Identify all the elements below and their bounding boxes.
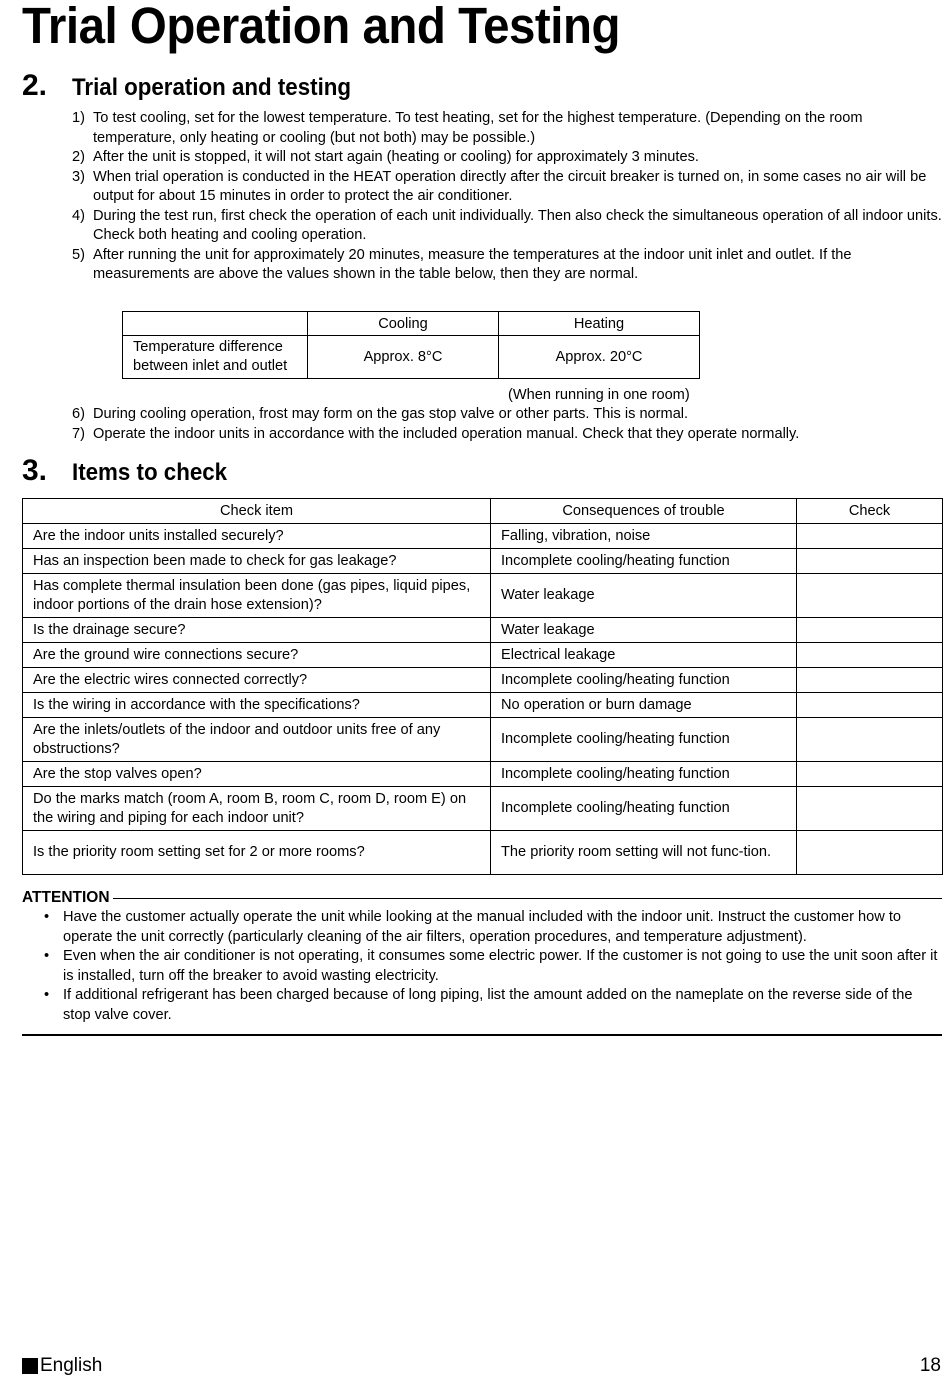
attention-list bbox=[22, 908, 942, 1025]
check-item-cell: Is the wiring in accordance with the specifications? bbox=[23, 693, 491, 718]
trial-step bbox=[72, 109, 942, 148]
section-2-heading bbox=[22, 71, 372, 106]
table-row bbox=[23, 762, 943, 787]
consequence-cell: No operation or burn damage bbox=[491, 693, 797, 718]
step-text: When trial operation is conducted in the HEAT operation directly after the circuit breaker is turned on, in some cases no air will be output for about 15 minutes in order to protect the air conditioner. bbox=[93, 168, 927, 204]
step-number: 6) bbox=[72, 406, 85, 422]
table-row bbox=[23, 549, 943, 574]
consequence-cell: The priority room setting will not func-tion. bbox=[491, 831, 797, 875]
table-row bbox=[23, 693, 943, 718]
attention-bullet bbox=[44, 986, 942, 1025]
table-row bbox=[23, 618, 943, 643]
step-text: Operate the indoor units in accordance with the included operation manual. Check that they operate normally. bbox=[93, 425, 800, 442]
section-3-title: Items to check bbox=[72, 459, 228, 486]
table-row bbox=[23, 574, 943, 618]
trial-step bbox=[72, 425, 942, 445]
page-number: 18 bbox=[919, 1355, 941, 1376]
temp-table-header-cooling: Cooling bbox=[308, 312, 499, 336]
step-number: 4) bbox=[72, 207, 85, 224]
bullet-text: Even when the air conditioner is not operating, it consumes some electric power. If the customer is not going to use the unit soon after it is installed, turn off the breaker to avoid wasting electricity. bbox=[63, 948, 938, 984]
attention-title: ATTENTION bbox=[22, 889, 110, 906]
check-cell[interactable] bbox=[797, 574, 943, 618]
table-row bbox=[23, 643, 943, 668]
consequence-cell: Water leakage bbox=[491, 618, 797, 643]
table-row bbox=[23, 787, 943, 831]
check-item-cell: Are the electric wires connected correctly? bbox=[23, 668, 491, 693]
table-row bbox=[23, 831, 943, 875]
step-text: After running the unit for approximately 20 minutes, measure the temperatures at the indoor unit inlet and outlet. If the measurements are above the values shown in the table below, then they are normal. bbox=[93, 246, 852, 282]
section-2-number: 2. bbox=[22, 69, 48, 102]
temp-table-heating-value: Approx. 20°C bbox=[499, 336, 700, 379]
check-item-cell: Is the drainage secure? bbox=[23, 618, 491, 643]
trial-step bbox=[72, 168, 942, 207]
trial-steps-list-continued bbox=[72, 405, 942, 444]
footer-language bbox=[22, 1354, 102, 1378]
step-text: To test cooling, set for the lowest temperature. To test heating, set for the highest temperature. (Depending on the room temperature, only heating or cooling (but not both) may be possible.) bbox=[93, 110, 863, 146]
check-cell[interactable] bbox=[797, 718, 943, 762]
consequence-cell: Incomplete cooling/heating function bbox=[491, 549, 797, 574]
consequence-cell: Incomplete cooling/heating function bbox=[491, 718, 797, 762]
check-item-cell: Are the indoor units installed securely? bbox=[23, 524, 491, 549]
attention-bullet bbox=[44, 947, 942, 986]
trial-step bbox=[72, 405, 942, 425]
section-2-title: Trial operation and testing bbox=[72, 74, 352, 101]
row-label-line: between inlet and outlet bbox=[133, 358, 288, 374]
step-number: 3) bbox=[72, 168, 85, 185]
step-number: 7) bbox=[72, 425, 85, 442]
check-item-cell: Has complete thermal insulation been done (gas pipes, liquid pipes, indoor portions of the drain hose extension)? bbox=[23, 574, 491, 618]
temp-table-row-label bbox=[123, 336, 308, 379]
check-cell[interactable] bbox=[797, 787, 943, 831]
consequence-cell: Water leakage bbox=[491, 574, 797, 618]
check-cell[interactable] bbox=[797, 693, 943, 718]
step-text: During cooling operation, frost may form on the gas stop valve or other parts. This is normal. bbox=[93, 406, 689, 422]
column-header-consequences: Consequences of trouble bbox=[491, 499, 797, 524]
consequence-cell: Incomplete cooling/heating function bbox=[491, 668, 797, 693]
check-cell[interactable] bbox=[797, 643, 943, 668]
column-header-check-item: Check item bbox=[23, 499, 491, 524]
attention-bullet bbox=[44, 908, 942, 947]
bullet-icon: • bbox=[44, 948, 50, 964]
step-text-extra: Check both heating and cooling operation. bbox=[93, 227, 367, 243]
table-row bbox=[23, 524, 943, 549]
check-cell[interactable] bbox=[797, 524, 943, 549]
temp-table-corner bbox=[123, 312, 308, 336]
consequence-cell: Incomplete cooling/heating function bbox=[491, 762, 797, 787]
bullet-icon: • bbox=[44, 909, 50, 925]
consequence-cell: Falling, vibration, noise bbox=[491, 524, 797, 549]
table-row bbox=[23, 718, 943, 762]
table-row bbox=[23, 668, 943, 693]
step-number: 2) bbox=[72, 149, 85, 165]
attention-rule bbox=[113, 898, 942, 899]
section-3-number: 3. bbox=[22, 454, 48, 487]
trial-step bbox=[72, 148, 942, 168]
temperature-difference-table bbox=[122, 311, 700, 379]
temp-table-header-heating: Heating bbox=[499, 312, 700, 336]
consequence-cell: Incomplete cooling/heating function bbox=[491, 787, 797, 831]
page-title: Trial Operation and Testing bbox=[22, 0, 620, 54]
check-item-cell: Are the stop valves open? bbox=[23, 762, 491, 787]
check-cell[interactable] bbox=[797, 549, 943, 574]
trial-step bbox=[72, 207, 942, 246]
items-to-check-table bbox=[22, 498, 943, 875]
step-text-main: During the test run, first check the operation of each unit individually. Then also check the simultaneous operation of all indoor units. bbox=[93, 207, 942, 224]
check-item-cell: Do the marks match (room A, room B, room C, room D, room E) on the wiring and piping for each indoor unit? bbox=[23, 787, 491, 831]
trial-steps-list bbox=[72, 109, 942, 285]
row-label-line: Temperature difference bbox=[133, 338, 283, 355]
bullet-text: Have the customer actually operate the unit while looking at the manual included with the indoor unit. Instruct the customer how to operate the unit correctly (particularly cleaning of the air filters, operation procedures, and temperature adjustment). bbox=[63, 909, 901, 945]
step-text bbox=[93, 207, 942, 246]
check-item-cell: Are the ground wire connections secure? bbox=[23, 643, 491, 668]
temp-table-cooling-value: Approx. 8°C bbox=[308, 336, 499, 379]
attention-box bbox=[22, 888, 942, 1025]
footer-language-label: English bbox=[40, 1355, 103, 1376]
column-header-check: Check bbox=[797, 499, 943, 524]
temp-table-note: (When running in one room) bbox=[508, 387, 690, 403]
bullet-icon: • bbox=[44, 987, 50, 1003]
attention-heading bbox=[22, 888, 942, 908]
trial-step bbox=[72, 246, 942, 285]
attention-bottom-rule bbox=[22, 1034, 942, 1036]
black-square-icon bbox=[22, 1358, 38, 1374]
check-item-cell: Are the inlets/outlets of the indoor and outdoor units free of any obstructions? bbox=[23, 718, 491, 762]
check-item-cell: Has an inspection been made to check for gas leakage? bbox=[23, 549, 491, 574]
check-cell[interactable] bbox=[797, 618, 943, 643]
step-text: After the unit is stopped, it will not start again (heating or cooling) for approximately 3 minutes. bbox=[93, 149, 699, 165]
check-cell[interactable] bbox=[797, 668, 943, 693]
check-cell[interactable] bbox=[797, 762, 943, 787]
check-cell[interactable] bbox=[797, 831, 943, 875]
step-number: 1) bbox=[72, 110, 85, 126]
consequence-cell: Electrical leakage bbox=[491, 643, 797, 668]
step-number: 5) bbox=[72, 246, 85, 263]
section-3-heading bbox=[22, 456, 239, 491]
bullet-text: If additional refrigerant has been charged because of long piping, list the amount added on the nameplate on the reverse side of the stop valve cover. bbox=[63, 987, 913, 1023]
check-item-cell: Is the priority room setting set for 2 or more rooms? bbox=[23, 831, 491, 875]
